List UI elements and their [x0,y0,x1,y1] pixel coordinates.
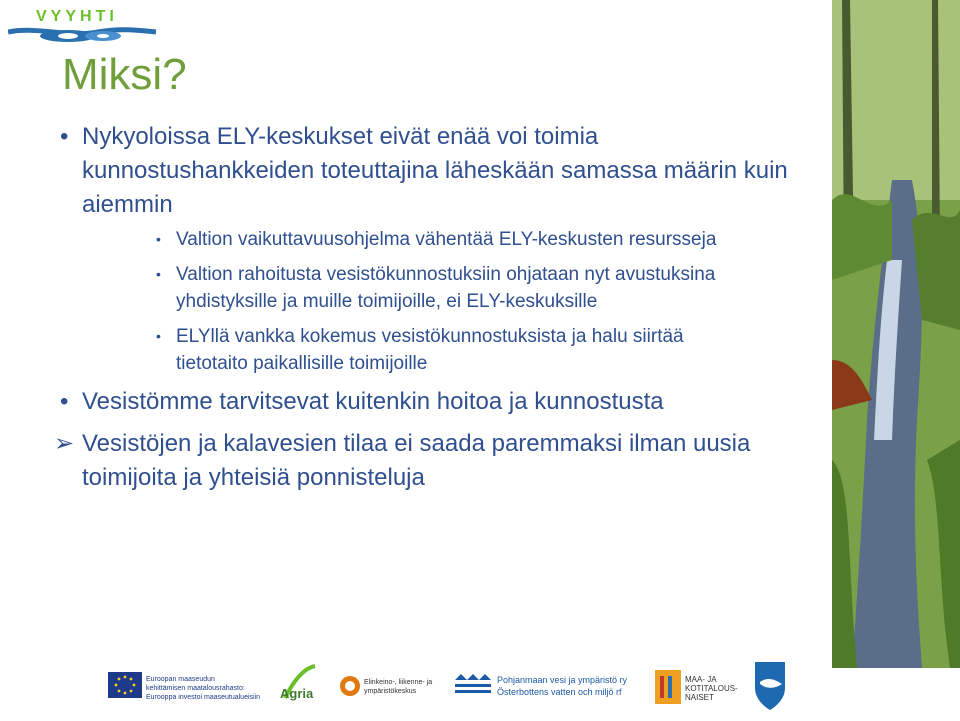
svg-text:Agria: Agria [280,686,314,701]
bullet-text: Valtion rahoitusta vesistökunnostuksiin ohjataan nyt avustuksina yhdistyksille ja muille toimijoille, ei ELY-keskuksille [176,264,716,312]
bullet-level2 [156,226,736,253]
vyyhti-logo [8,6,158,46]
bullet-dot-icon: • [60,388,69,415]
bullet-dot-icon: • [60,123,69,150]
bullet-level2 [156,261,736,315]
bullet-list [56,120,816,499]
bullet-text: ELYllä vankka kokemus vesistökunnostuksista ja halu siirtää tietotaito paikallisille toimijoille [176,326,684,374]
river-photo [832,0,960,668]
river-photo-graphic [832,0,960,668]
bullet-arrow [56,427,816,495]
svg-text:ympäristökeskus: ympäristökeskus [364,688,417,695]
bullet-level1 [56,385,816,419]
svg-text:NAISET: NAISET [685,693,714,702]
bullet-dot-icon: • [156,231,161,247]
partner-logos [100,658,800,716]
bullet-text: Valtion vaikuttavuusohjelma vähentää ELY-keskusten resursseja [176,229,717,250]
bullet-text: Vesistöjen ja kalavesien tilaa ei saada paremmaksi ilman uusia toimijoita ja yhteisiä ponnisteluja [82,430,751,491]
slide-title: Miksi? [62,50,187,99]
svg-text:Euroopan maaseudun: Euroopan maaseudun [146,676,215,683]
bullet-dot-icon: • [156,266,161,282]
bullet-level1 [56,120,816,222]
svg-text:Eurooppa investoi maaseutualue: Eurooppa investoi maaseutualueisiin [146,694,261,701]
arrow-check-icon: ➢ [54,430,75,457]
svg-text:kehittämisen maatalousrahasto:: kehittämisen maatalousrahasto: [146,685,245,692]
svg-text:Pohjanmaan vesi ja ympäristö r: Pohjanmaan vesi ja ympäristö ry [497,675,628,685]
bullet-text: Vesistömme tarvitsevat kuitenkin hoitoa ja kunnostusta [82,388,664,415]
logo-text: VYYHTI [36,8,118,25]
svg-text:MAA- JA: MAA- JA [685,675,717,684]
svg-text:KOTITALOUS-: KOTITALOUS- [685,684,738,693]
svg-text:Elinkeino-, liikenne- ja: Elinkeino-, liikenne- ja [364,679,433,686]
bullet-text: Nykyoloissa ELY-keskukset eivät enää voi toimia kunnostushankkeiden toteuttajina läheskään samassa määrin kuin aiemmin [82,123,788,218]
svg-text:Österbottens vatten och miljö: Österbottens vatten och miljö rf [497,687,622,697]
bullet-dot-icon: • [156,328,161,344]
footer-logos-graphic [100,658,800,716]
bullet-level2 [156,323,736,377]
